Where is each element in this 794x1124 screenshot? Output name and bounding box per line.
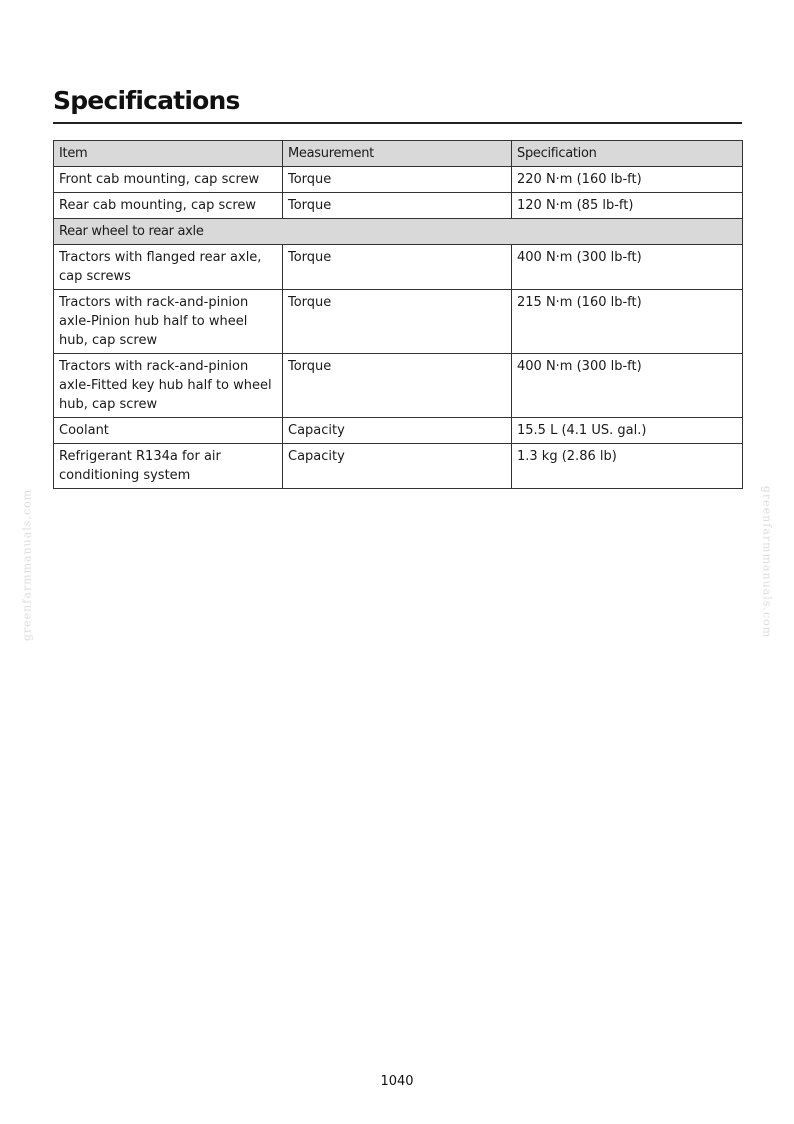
item-cell: Refrigerant R134a for air conditioning system [54, 444, 283, 489]
specification-cell: 400 N·m (300 lb-ft) [512, 245, 743, 290]
item-cell: Front cab mounting, cap screw [54, 167, 283, 193]
column-header-item: Item [54, 141, 283, 167]
table-row [54, 354, 743, 418]
measurement-cell: Torque [283, 193, 512, 219]
specification-cell: 220 N·m (160 lb-ft) [512, 167, 743, 193]
specification-cell: 215 N·m (160 lb-ft) [512, 290, 743, 354]
measurement-cell: Torque [283, 167, 512, 193]
table-row [54, 444, 743, 489]
title-divider [53, 122, 742, 124]
column-header-measurement: Measurement [283, 141, 512, 167]
measurement-cell: Torque [283, 290, 512, 354]
specification-cell: 15.5 L (4.1 US. gal.) [512, 418, 743, 444]
column-header-specification: Specification [512, 141, 743, 167]
table-row [54, 167, 743, 193]
specification-cell: 120 N·m (85 lb-ft) [512, 193, 743, 219]
specifications-table [53, 140, 743, 489]
measurement-cell: Torque [283, 354, 512, 418]
measurement-cell: Torque [283, 245, 512, 290]
watermark-right: greenfarmmanuals.com [760, 485, 774, 639]
page-title: Specifications [53, 86, 240, 115]
item-cell: Tractors with rack-and-pinion axle-Fitted key hub half to wheel hub, cap screw [54, 354, 283, 418]
table-row [54, 193, 743, 219]
item-cell: Tractors with rack-and-pinion axle-Pinion hub half to wheel hub, cap screw [54, 290, 283, 354]
table-row [54, 245, 743, 290]
table-header-row [54, 141, 743, 167]
table-row [54, 418, 743, 444]
item-cell: Rear cab mounting, cap screw [54, 193, 283, 219]
table-row [54, 290, 743, 354]
section-row [54, 219, 743, 245]
item-cell: Coolant [54, 418, 283, 444]
section-heading: Rear wheel to rear axle [54, 219, 743, 245]
item-cell: Tractors with flanged rear axle, cap screws [54, 245, 283, 290]
specification-cell: 400 N·m (300 lb-ft) [512, 354, 743, 418]
measurement-cell: Capacity [283, 418, 512, 444]
measurement-cell: Capacity [283, 444, 512, 489]
page-number: 1040 [380, 1074, 414, 1089]
watermark-left: greenfarmmanuals.com [20, 488, 34, 642]
specification-cell: 1.3 kg (2.86 lb) [512, 444, 743, 489]
